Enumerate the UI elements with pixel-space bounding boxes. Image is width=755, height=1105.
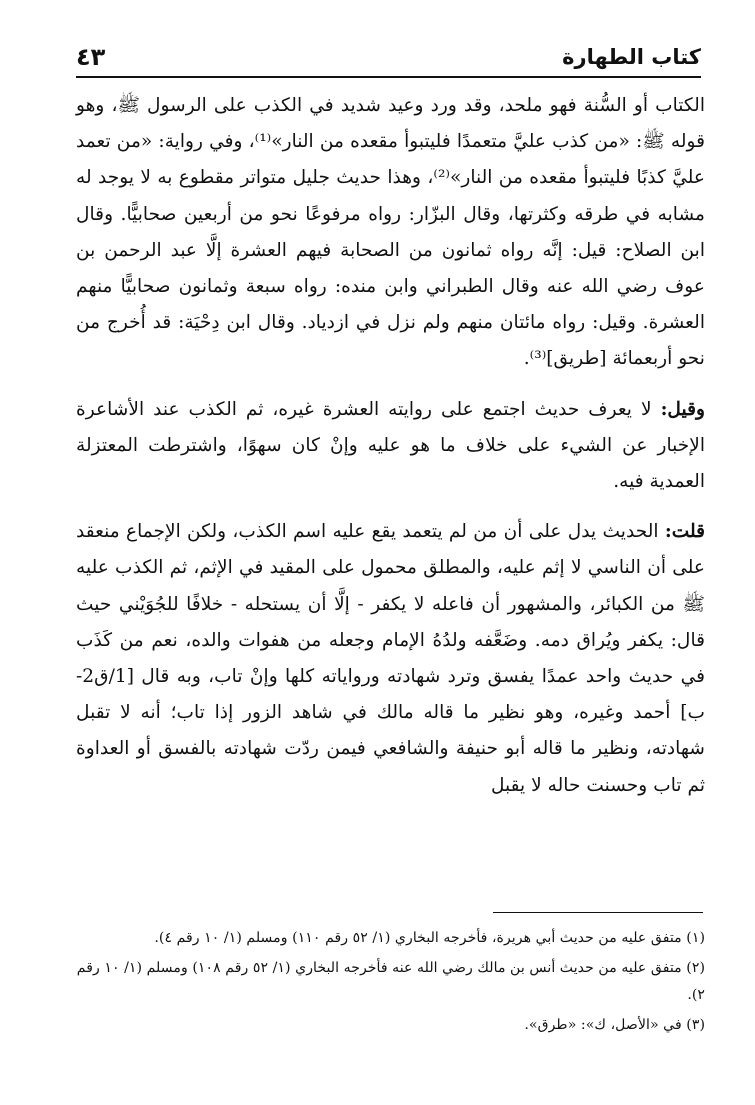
footnotes [76, 925, 705, 1041]
paragraph-text: الحديث يدل على أن من لم يتعمد يقع عليه اسم الكذب، ولكن الإجماع منعقد على أن الناسي لا إثم عليه، والمطلق محمول على المقيد في الإثم، ثم الكذب عليه ﷺ من الكبائر، والمشهور أن فاعله لا يكفر - إلَّا أن يستحله - خلافًا للجُوَيْني حيث قال: يكفر ويُراق دمه. وضَعَّفه ولدُهُ الإمام وجعله من هفوات والده، نعم من كَذَب في حديث واحد عمدًا يفسق وترد شهادته ورواياته كلها وإنْ تاب، وبه قال [1/ق2-ب] أحمد وغيره، وهو نظير ما قاله مالك في شاهد الزور إذا تاب؛ أنه لا تقبل شهادته، ونظير ما قاله أبو حنيفة والشافعي فيمن ردّت شهادته بالفسق أو العداوة ثم تاب وحسنت حاله لا يقبل [76, 521, 705, 796]
footnote-2: (٢) متفق عليه من حديث أنس بن مالك رضي الله عنه فأخرجه البخاري (١/ ٥٢ رقم ١٠٨) ومسلم (١/ ١٠ رقم ٢). [76, 959, 705, 1003]
footnote-3: (٣) في «الأصل، ك»: «طرق». [524, 1016, 705, 1033]
paragraph-2 [76, 392, 705, 501]
header-rule [76, 76, 701, 78]
paragraph-3 [76, 514, 705, 804]
footnote-rule [493, 912, 703, 913]
running-title: كتاب الطهارة [562, 45, 701, 69]
paragraph-1 [76, 88, 705, 378]
paragraph-lead: وقيل: [660, 398, 705, 420]
main-text [76, 88, 705, 804]
paragraph-text: لا يعرف حديث اجتمع على روايته العشرة غيره، ثم الكذب عند الأشاعرة الإخبار عن الشيء على خلاف ما هو عليه وإنْ كان سهوًا، واشترطت المعتزلة العمدية فيه. [76, 398, 705, 493]
footnote-1: (١) متفق عليه من حديث أبي هريرة، فأخرجه البخاري (١/ ٥٢ رقم ١١٠) ومسلم (١/ ١٠ رقم ٤). [154, 930, 705, 946]
page-header [76, 30, 701, 72]
page-number: ٤٣ [76, 43, 106, 71]
paragraph-text: الكتاب أو السُّنة فهو ملحد، وقد ورد وعيد شديد في الكذب على الرسول ﷺ، وهو قوله ﷺ: «من كذب عليَّ متعمدًا فليتبوأ مقعده من النار»⁽¹⁾، وفي رواية: «من تعمد عليَّ كذبًا فليتبوأ مقعده من النار»⁽²⁾، وهذا حديث جليل متواتر مقطوع به لا يوجد له مشابه في طرقه وكثرتها، وقال البزّار: رواه مرفوعًا نحو من أربعين صحابيًّا. وقال ابن الصلاح: قيل: إنَّه رواه ثمانون من الصحابة فيهم العشرة إلَّا عبد الرحمن بن عوف رضي الله عنه وقال الطبراني وابن منده: رواه سبعة وثمانون صحابيًّا منهم العشرة. وقيل: رواه مائتان منهم ولم نزل في ازدياد. وقال ابن دِحْيَة: قد أُخرج من نحو أربعمائة [طريق]⁽³⁾. [76, 95, 705, 370]
paragraph-lead: قلت: [664, 521, 705, 543]
